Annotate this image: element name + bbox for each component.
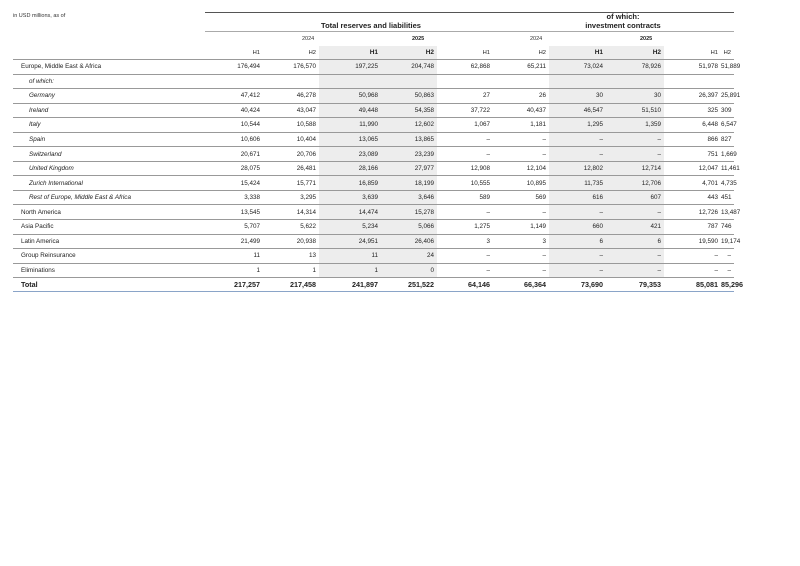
value-cell: 25,891 <box>721 89 734 104</box>
row-label: Spain <box>13 132 205 147</box>
value-cell: 10,588 <box>263 118 319 133</box>
table-row <box>13 103 734 118</box>
table-row <box>13 161 734 176</box>
table-row <box>13 263 734 278</box>
value-cell: 176,570 <box>263 60 319 75</box>
value-cell: – <box>606 263 664 278</box>
value-cell: 13 <box>263 249 319 264</box>
value-cell: 451 <box>721 190 734 205</box>
value-cell: 23,089 <box>319 147 381 162</box>
row-label: Eliminations <box>13 263 205 278</box>
value-cell: 787 <box>664 220 721 235</box>
value-cell: 24,951 <box>319 234 381 249</box>
value-cell: 616 <box>549 190 606 205</box>
value-cell: 46,547 <box>549 103 606 118</box>
table-row <box>13 147 734 162</box>
value-cell: 1,181 <box>493 118 549 133</box>
total-value: 66,364 <box>493 278 549 292</box>
table-row <box>13 74 734 89</box>
value-cell: 10,544 <box>205 118 263 133</box>
row-label: Rest of Europe, Middle East & Africa <box>13 190 205 205</box>
value-cell: 47,412 <box>205 89 263 104</box>
value-cell: 13,865 <box>381 132 437 147</box>
value-cell: 20,938 <box>263 234 319 249</box>
header-rule <box>205 31 734 32</box>
row-label: Zurich International <box>13 176 205 191</box>
value-cell: – <box>606 147 664 162</box>
value-cell: – <box>437 147 493 162</box>
value-cell: 1,067 <box>437 118 493 133</box>
value-cell: 16,859 <box>319 176 381 191</box>
value-cell: 443 <box>664 190 721 205</box>
value-cell: 1 <box>263 263 319 278</box>
column-header: H2 <box>721 46 734 60</box>
value-cell: 3 <box>437 234 493 249</box>
value-cell: 12,047 <box>664 161 721 176</box>
value-cell: 6 <box>549 234 606 249</box>
value-cell: 309 <box>721 103 734 118</box>
value-cell: 3 <box>493 234 549 249</box>
reserves-table <box>13 46 743 292</box>
unit-note: in USD millions, as of <box>13 13 66 19</box>
value-cell: 11 <box>319 249 381 264</box>
value-cell: 1,275 <box>437 220 493 235</box>
value-cell: 12,908 <box>437 161 493 176</box>
value-cell: 15,424 <box>205 176 263 191</box>
value-cell: 11 <box>205 249 263 264</box>
value-cell: 751 <box>664 147 721 162</box>
value-cell: 26,481 <box>263 161 319 176</box>
value-cell: 27,977 <box>381 161 437 176</box>
value-cell: 30 <box>549 89 606 104</box>
value-cell: 11,461 <box>721 161 734 176</box>
value-cell: 26,406 <box>381 234 437 249</box>
value-cell: 5,234 <box>319 220 381 235</box>
column-header: H2 <box>493 46 549 60</box>
value-cell <box>437 74 493 89</box>
total-value: 217,458 <box>263 278 319 292</box>
value-cell: 12,104 <box>493 161 549 176</box>
value-cell: 6,547 <box>721 118 734 133</box>
row-label: Group Reinsurance <box>13 249 205 264</box>
value-cell: 4,735 <box>721 176 734 191</box>
value-cell: 78,926 <box>606 60 664 75</box>
group2-title-line1: of which: <box>606 12 640 21</box>
value-cell <box>664 74 721 89</box>
value-cell: 589 <box>437 190 493 205</box>
column-header: H1 <box>664 46 721 60</box>
row-label: Asia Pacific <box>13 220 205 235</box>
value-cell: 26 <box>493 89 549 104</box>
value-cell: – <box>549 147 606 162</box>
value-cell: 11,990 <box>319 118 381 133</box>
value-cell: 197,225 <box>319 60 381 75</box>
table-row <box>13 89 734 104</box>
value-cell: – <box>437 249 493 264</box>
group2-title <box>568 12 678 30</box>
value-cell: – <box>437 263 493 278</box>
value-cell: 73,024 <box>549 60 606 75</box>
value-cell: 21,499 <box>205 234 263 249</box>
table-row <box>13 205 734 220</box>
value-cell: 13,545 <box>205 205 263 220</box>
value-cell: 176,494 <box>205 60 263 75</box>
value-cell: – <box>437 205 493 220</box>
value-cell: 12,802 <box>549 161 606 176</box>
value-cell: 11,735 <box>549 176 606 191</box>
row-label: Europe, Middle East & Africa <box>13 60 205 75</box>
year-2024-label-2: 2024 <box>530 36 543 42</box>
column-header: H2 <box>381 46 437 60</box>
total-label: Total <box>13 278 205 292</box>
value-cell <box>606 74 664 89</box>
value-cell: – <box>493 132 549 147</box>
value-cell: 28,166 <box>319 161 381 176</box>
value-cell: 28,075 <box>205 161 263 176</box>
value-cell: 13,487 <box>721 205 734 220</box>
value-cell: – <box>493 205 549 220</box>
year-2024-label: 2024 <box>302 36 315 42</box>
value-cell: – <box>493 249 549 264</box>
value-cell: – <box>437 132 493 147</box>
value-cell: 50,968 <box>319 89 381 104</box>
value-cell: 325 <box>664 103 721 118</box>
value-cell: – <box>664 249 721 264</box>
value-cell: 23,239 <box>381 147 437 162</box>
value-cell: 37,722 <box>437 103 493 118</box>
value-cell: 19,590 <box>664 234 721 249</box>
value-cell: 12,726 <box>664 205 721 220</box>
row-label: Switzerland <box>13 147 205 162</box>
value-cell <box>263 74 319 89</box>
value-cell: 5,622 <box>263 220 319 235</box>
value-cell: 3,646 <box>381 190 437 205</box>
value-cell: 3,639 <box>319 190 381 205</box>
value-cell <box>205 74 263 89</box>
group2-title-line2: investment contracts <box>585 21 661 30</box>
column-header: H1 <box>549 46 606 60</box>
total-value: 64,146 <box>437 278 493 292</box>
row-label: of which: <box>13 74 205 89</box>
row-label: North America <box>13 205 205 220</box>
total-row <box>13 278 734 292</box>
value-cell: – <box>606 249 664 264</box>
value-cell: 5,066 <box>381 220 437 235</box>
value-cell: 40,424 <box>205 103 263 118</box>
value-cell: – <box>664 263 721 278</box>
value-cell: 43,047 <box>263 103 319 118</box>
value-cell: 10,404 <box>263 132 319 147</box>
value-cell: 1,359 <box>606 118 664 133</box>
header-row <box>13 46 734 60</box>
value-cell: 204,748 <box>381 60 437 75</box>
value-cell: 10,606 <box>205 132 263 147</box>
value-cell: 20,671 <box>205 147 263 162</box>
value-cell <box>319 74 381 89</box>
value-cell: 15,278 <box>381 205 437 220</box>
column-header: H2 <box>263 46 319 60</box>
value-cell: 1,669 <box>721 147 734 162</box>
value-cell: 12,714 <box>606 161 664 176</box>
value-cell: 0 <box>381 263 437 278</box>
row-label: Germany <box>13 89 205 104</box>
value-cell: 49,448 <box>319 103 381 118</box>
total-value: 85,081 <box>664 278 721 292</box>
value-cell: – <box>549 249 606 264</box>
value-cell: – <box>721 263 734 278</box>
total-value: 241,897 <box>319 278 381 292</box>
value-cell: 50,863 <box>381 89 437 104</box>
total-value: 73,690 <box>549 278 606 292</box>
value-cell: 421 <box>606 220 664 235</box>
column-header: H1 <box>205 46 263 60</box>
value-cell: 65,211 <box>493 60 549 75</box>
value-cell: 746 <box>721 220 734 235</box>
value-cell: 24 <box>381 249 437 264</box>
column-header: H1 <box>319 46 381 60</box>
value-cell: 1 <box>205 263 263 278</box>
value-cell: 569 <box>493 190 549 205</box>
value-cell: 51,978 <box>664 60 721 75</box>
value-cell: 3,338 <box>205 190 263 205</box>
value-cell: – <box>721 249 734 264</box>
value-cell: 10,555 <box>437 176 493 191</box>
value-cell: 866 <box>664 132 721 147</box>
year-2025-label: 2025 <box>412 36 425 42</box>
value-cell: 827 <box>721 132 734 147</box>
value-cell <box>721 74 734 89</box>
total-value: 217,257 <box>205 278 263 292</box>
value-cell: 3,295 <box>263 190 319 205</box>
value-cell: 18,199 <box>381 176 437 191</box>
value-cell: 19,174 <box>721 234 734 249</box>
value-cell: 15,771 <box>263 176 319 191</box>
value-cell <box>381 74 437 89</box>
value-cell: – <box>493 263 549 278</box>
value-cell: 660 <box>549 220 606 235</box>
value-cell <box>549 74 606 89</box>
table-row <box>13 234 734 249</box>
value-cell: – <box>493 147 549 162</box>
value-cell: 51,889 <box>721 60 734 75</box>
column-header: H2 <box>606 46 664 60</box>
value-cell: 10,895 <box>493 176 549 191</box>
table-row <box>13 132 734 147</box>
value-cell: 1,295 <box>549 118 606 133</box>
value-cell: – <box>549 132 606 147</box>
value-cell: 20,706 <box>263 147 319 162</box>
table-row <box>13 249 734 264</box>
value-cell: 6 <box>606 234 664 249</box>
value-cell: 46,278 <box>263 89 319 104</box>
value-cell: 1 <box>319 263 381 278</box>
row-label: Latin America <box>13 234 205 249</box>
table-row <box>13 190 734 205</box>
value-cell: 14,314 <box>263 205 319 220</box>
value-cell: 54,358 <box>381 103 437 118</box>
value-cell: 4,701 <box>664 176 721 191</box>
value-cell: 51,510 <box>606 103 664 118</box>
value-cell: – <box>606 205 664 220</box>
value-cell: 5,707 <box>205 220 263 235</box>
value-cell: – <box>549 263 606 278</box>
header-blank <box>13 46 205 60</box>
value-cell: 27 <box>437 89 493 104</box>
value-cell: 62,868 <box>437 60 493 75</box>
value-cell: 607 <box>606 190 664 205</box>
total-value: 251,522 <box>381 278 437 292</box>
value-cell: – <box>549 205 606 220</box>
table-row <box>13 220 734 235</box>
value-cell: 40,437 <box>493 103 549 118</box>
value-cell: 13,065 <box>319 132 381 147</box>
group1-title: Total reserves and liabilities <box>321 21 421 30</box>
table-row <box>13 118 734 133</box>
column-header: H1 <box>437 46 493 60</box>
value-cell: – <box>606 132 664 147</box>
value-cell: 1,149 <box>493 220 549 235</box>
value-cell: 6,448 <box>664 118 721 133</box>
year-2025-label-2: 2025 <box>640 36 653 42</box>
value-cell: 26,397 <box>664 89 721 104</box>
value-cell: 12,602 <box>381 118 437 133</box>
value-cell: 30 <box>606 89 664 104</box>
table-row <box>13 176 734 191</box>
table-row <box>13 60 734 75</box>
value-cell: 14,474 <box>319 205 381 220</box>
row-label: Italy <box>13 118 205 133</box>
total-value: 85,296 <box>721 278 734 292</box>
row-label: United Kingdom <box>13 161 205 176</box>
total-value: 79,353 <box>606 278 664 292</box>
value-cell <box>493 74 549 89</box>
value-cell: 12,706 <box>606 176 664 191</box>
row-label: Ireland <box>13 103 205 118</box>
